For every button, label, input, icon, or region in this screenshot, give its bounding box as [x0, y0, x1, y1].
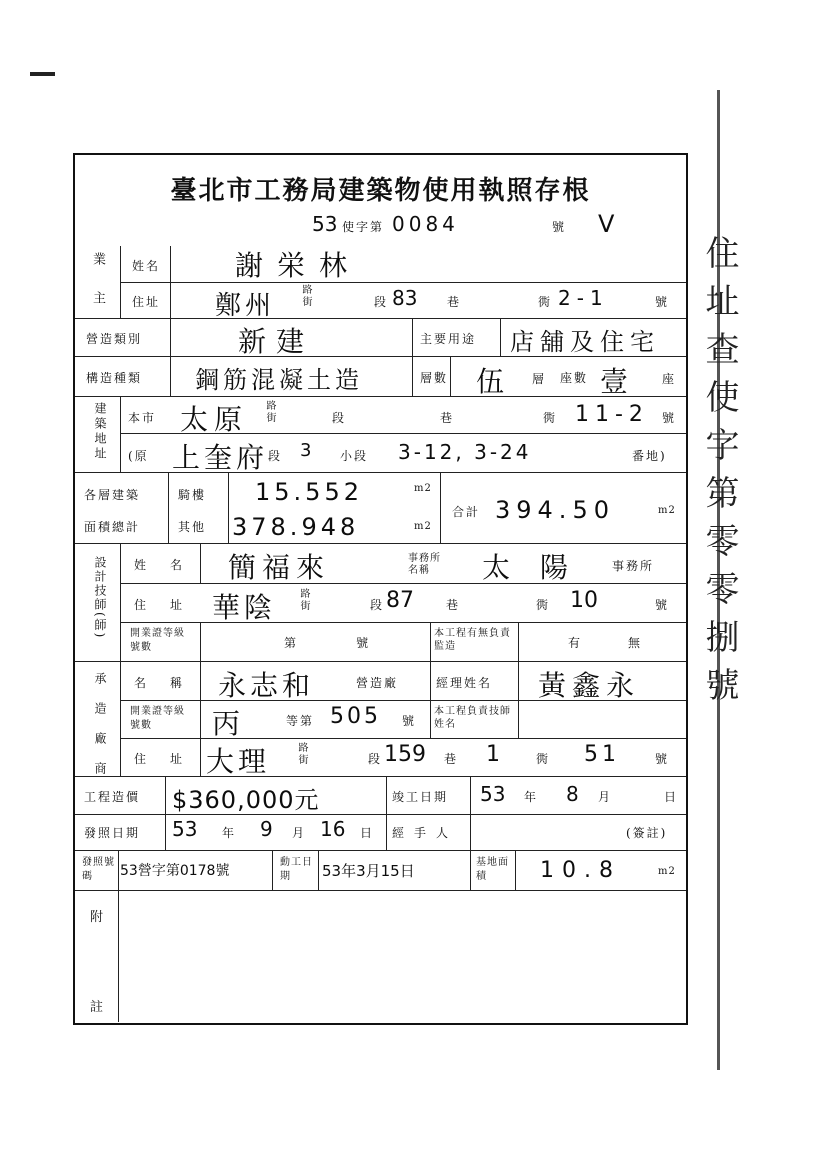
contractor-license-label: 開業證等級號數 [130, 706, 185, 731]
site-sub-label: 小段 [340, 449, 369, 463]
permit-suffix: 號 [552, 220, 567, 234]
margin-note: 住址查使字第零零捌號 [699, 235, 739, 715]
contractor-road-suffix: 路街 [296, 742, 307, 766]
contractor-name-label: 名稱 [134, 676, 207, 690]
structure-value: 鋼筋混凝土造 [195, 366, 363, 394]
contractor-license-no: 505 [330, 704, 381, 729]
issue-day: 16 [320, 817, 346, 841]
document-title: 臺北市工務局建築物使用執照存根 [170, 176, 591, 206]
cost-value: $360,000元 [172, 786, 320, 814]
site-label: 建築地址 [93, 402, 107, 462]
notes-label-bottom: 註 [90, 1000, 106, 1015]
contractor-road: 大理 [206, 745, 271, 778]
permit-ref-label: 發照號碼 [82, 857, 115, 882]
arcade-label: 騎樓 [178, 488, 207, 502]
total-area: 394.50 [495, 496, 615, 524]
arcade-unit: m2 [414, 483, 432, 494]
contractor-addr-label: 住址 [134, 752, 207, 766]
contractor-alley-no: 1 [486, 742, 500, 767]
architect-no: 10 [570, 588, 598, 613]
contractor-lane: 159 [384, 742, 426, 767]
architect-addr-label: 住址 [134, 598, 207, 612]
supervise-label: 本工程有無負責監造 [434, 628, 511, 652]
owner-section-label: 業主 [90, 252, 105, 330]
site-lots-label: 番地) [632, 449, 667, 463]
completion-month: 8 [566, 782, 579, 806]
issue-label: 發照日期 [84, 826, 141, 840]
start-date: 53年3月15日 [322, 862, 415, 880]
arcade-area: 15.552 [255, 478, 363, 506]
base-area: 10.8 [540, 858, 621, 883]
owner-addr-label: 住址 [132, 295, 161, 309]
contractor-duan-label: 段 [368, 752, 383, 766]
manager-label: 經理姓名 [436, 676, 493, 690]
notes-label-top: 附 [90, 910, 106, 925]
owner-lane: 83 [392, 286, 418, 310]
contractor-section-label: 承造廠商 [93, 672, 107, 792]
architect-lane-label: 巷 [446, 598, 461, 612]
site-alley-label: 衖 [543, 411, 558, 425]
architect-road: 華陰 [212, 591, 277, 624]
contractor-name: 永志和 [218, 669, 315, 702]
floors: 伍 [476, 365, 505, 398]
engineer-label: 本工程負責技師姓名 [434, 706, 511, 730]
completion-day-label: 日 [664, 790, 679, 804]
main-use: 店舖及住宅 [510, 328, 660, 356]
scan-mark [30, 72, 55, 76]
completion-month-label: 月 [598, 790, 613, 804]
contractor-license-suffix: 號 [402, 714, 417, 728]
architect-section-label: 設計技師(師) [93, 556, 107, 640]
issue-month-label: 月 [292, 826, 307, 840]
site-duan-label: 段 [332, 411, 347, 425]
base-area-label: 基地面積 [476, 857, 509, 882]
site-lane-label: 巷 [440, 411, 455, 425]
buildings: 壹 [600, 365, 629, 398]
site-old-district: 上奎府 [172, 441, 269, 474]
contractor-lane-label: 巷 [444, 752, 459, 766]
start-label: 動工日期 [280, 857, 313, 882]
owner-name-label: 姓名 [132, 259, 161, 273]
architect-name-label: 姓名 [134, 558, 207, 572]
architect-name: 簡福來 [228, 551, 331, 584]
site-old-duan-label: 段 [268, 449, 283, 463]
total-unit: m2 [658, 505, 676, 516]
base-area-unit: m2 [658, 866, 676, 877]
owner-road: 鄭州 [215, 291, 276, 321]
permit-number: 0084 [392, 212, 459, 236]
buildings-label: 座數 [560, 371, 589, 385]
supervise-none: 無 [628, 636, 643, 650]
site-road: 太原 [180, 403, 249, 436]
office-name: 太陽 [482, 551, 599, 584]
owner-lane-label: 巷 [447, 295, 462, 309]
contractor-alley-label: 衖 [536, 752, 551, 766]
other-unit: m2 [414, 521, 432, 532]
permit-ref-value: 53營字第0178號 [120, 863, 230, 879]
check-mark: V [598, 210, 615, 238]
site-city-label: 本市 [128, 411, 157, 425]
architect-duan-label: 段 [370, 598, 385, 612]
completion-year-label: 年 [524, 790, 539, 804]
contractor-license-pre: 等第 [286, 714, 315, 728]
owner-duan-label: 段 [374, 295, 389, 309]
completion-label: 竣工日期 [392, 790, 449, 804]
issue-year-label: 年 [222, 826, 237, 840]
contractor-type-label: 營造廠 [356, 676, 399, 690]
site-old-duan: 3 [300, 440, 312, 461]
architect-license-label: 開業證等級號數 [130, 628, 185, 653]
floors-label: 層數 [420, 371, 449, 385]
contractor-no-label: 號 [655, 752, 670, 766]
other-label: 其他 [178, 520, 207, 534]
architect-lane: 87 [386, 588, 414, 613]
owner-alley-label: 衖 [538, 295, 553, 309]
structure-label: 構造種類 [86, 371, 143, 385]
issue-year: 53 [172, 817, 198, 841]
architect-road-suffix: 路街 [298, 588, 309, 612]
area-label-1: 各層建築 [84, 488, 141, 502]
permit-year: 53 [312, 212, 338, 236]
site-no-label: 號 [662, 411, 677, 425]
handler-label: 經手人 [392, 826, 459, 840]
owner-name: 謝栄林 [235, 249, 362, 282]
owner-no-label: 號 [655, 295, 670, 309]
architect-no-label: 號 [655, 598, 670, 612]
manager-name: 黃鑫永 [538, 669, 641, 702]
cost-label: 工程造價 [84, 790, 141, 804]
owner-no: 2-1 [558, 286, 609, 310]
construction-type: 新建 [238, 325, 315, 358]
other-area: 378.948 [232, 513, 360, 541]
sign-label: (簽註) [626, 826, 668, 840]
floors-unit: 層 [532, 372, 547, 386]
architect-license-dots: 第 號 [284, 636, 371, 650]
construction-type-label: 營造類別 [86, 332, 143, 346]
supervise-has: 有 [568, 636, 583, 650]
site-no: 11-2 [575, 402, 649, 427]
completion-year: 53 [480, 782, 506, 806]
site-lots: 3-12, 3-24 [398, 440, 532, 464]
area-label-2: 面積總計 [84, 520, 141, 534]
contractor-grade: 丙 [212, 707, 241, 740]
issue-day-label: 日 [360, 826, 375, 840]
total-label: 合計 [452, 505, 481, 519]
office-suffix: 事務所 [612, 559, 655, 573]
site-old-label: (原 [128, 449, 149, 463]
main-use-label: 主要用途 [420, 332, 477, 346]
owner-road-suffix: 路街 [300, 284, 311, 308]
issue-month: 9 [260, 817, 273, 841]
architect-alley-label: 衖 [536, 598, 551, 612]
office-label: 事務所名稱 [408, 553, 441, 576]
buildings-unit: 座 [662, 372, 677, 386]
site-road-suffix: 路街 [264, 400, 275, 424]
contractor-no: 51 [584, 742, 620, 767]
permit-prefix: 使字第 [342, 220, 385, 234]
